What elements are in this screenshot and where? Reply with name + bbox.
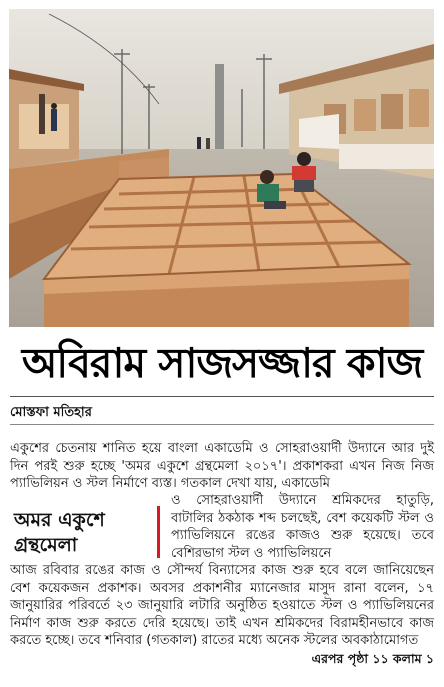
- pull-quote: অমর একুশে গ্রন্থমেলা: [14, 509, 105, 556]
- body-paragraph-2: ও সোহরাওয়ার্দী উদ্যানে শ্রমিকদের হাতুড়ি, বাটালির ঠকঠাক শব্দ চলছেই, বেশ কয়েকটি স্টল ও প্যাভিলিয়নে রঙের কাজও শুরু হয়েছে। তবে বেশিরভাগ স্টল ও প্যাভিলিয়নে: [171, 493, 434, 561]
- article-headline: অবিরাম সাজসজ্জার কাজ: [21, 339, 423, 387]
- pull-quote-accent-bar: [157, 506, 160, 558]
- headline-divider: [10, 396, 434, 397]
- news-photo: [9, 9, 434, 327]
- byline-divider: [10, 424, 434, 425]
- fair-construction-photo: [9, 9, 434, 327]
- byline: মোস্তফা মতিহার: [10, 405, 92, 420]
- continuation-note[interactable]: এরপর পৃষ্ঠা ১১ কলাম ১: [311, 651, 434, 666]
- body-paragraph-3: আজ রবিবার রঙের কাজ ও সৌন্দর্য বিন্যাসের কাজ শুরু হবে বলে জানিয়েছেন বেশ কয়েকজন প্রকাশক। অবসর প্রকাশনীর ম্যানেজার মাসুদ রানা বলেন, ১৭ জানুয়ারির পরিবর্তে ২৩ জানুয়ারি লটারি অনুষ্ঠিত হওয়াতে স্টল ও প্যাভিলিয়নের নির্মাণ কাজ শুরু করতে দেরি হয়েছে। তাই এখন শ্রমিকদের বিরামহীনভাবে কাজ করতে হচ্ছে। তবে শনিবার (গতকাল) রাতের মধ্যে অনেক স্টলের অবকাঠামোগত: [10, 563, 434, 648]
- body-paragraph-1: একুশের চেতনায় শানিত হয়ে বাংলা একাডেমি ও সোহরাওয়ার্দী উদ্যানে আর দুই দিন পরই শুরু হচ্ছে 'অমর একুশে গ্রন্থমেলা ২০১৭'। প্রকাশকরা এখন নিজ নিজ প্যাভিলিয়ন ও স্টল নির্মাণে ব্যস্ত। গতকাল দেখা যায়, একাডেমি: [10, 441, 434, 491]
